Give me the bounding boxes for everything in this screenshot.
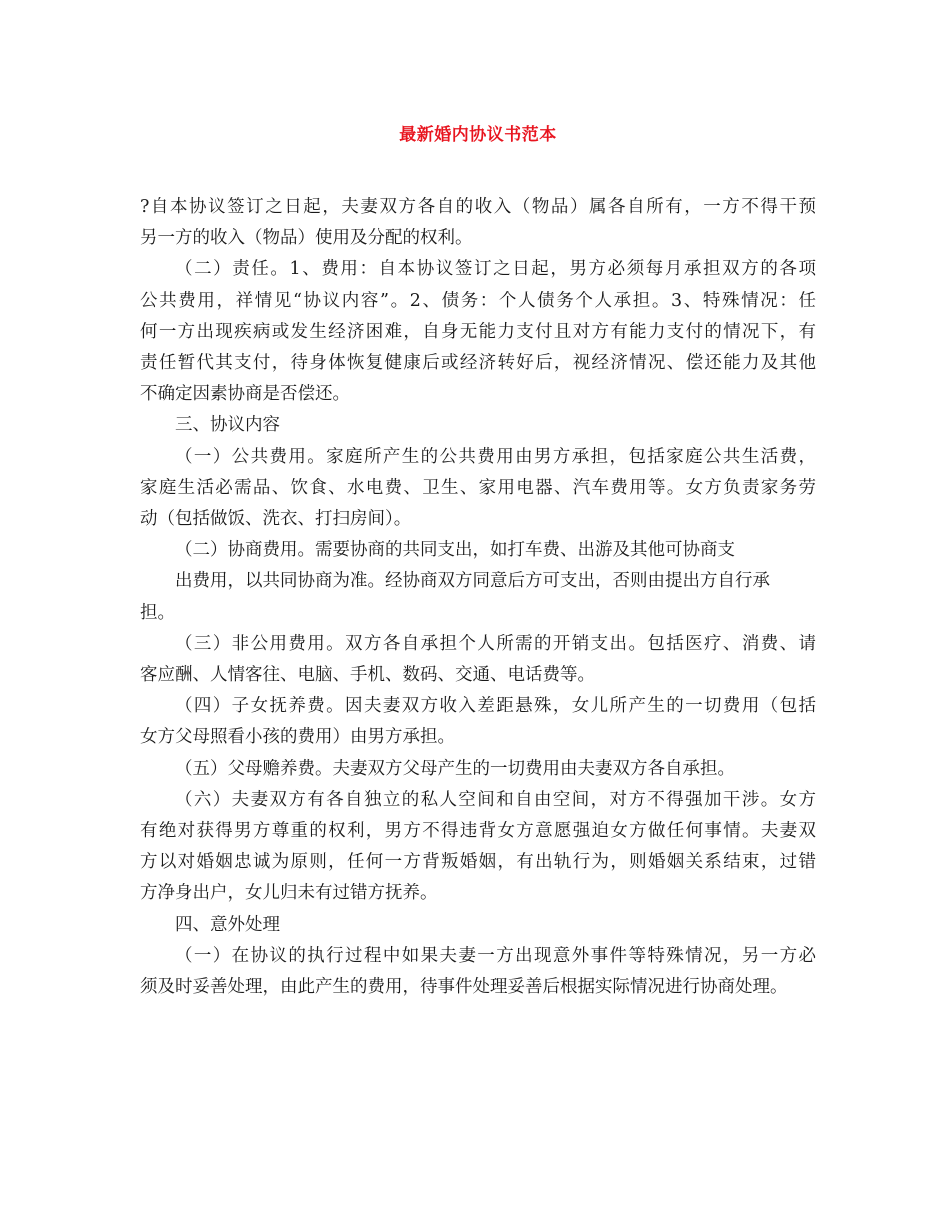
paragraph <box>140 629 816 691</box>
text-line: （六）夫妻双方有各自独立的私人空间和自由空间，对方不得强加干涉。女方 <box>175 789 816 810</box>
text-line: 须及时妥善处理，由此产生的费用，待事件处理妥善后根据实际情况进行协商处理。 <box>140 977 788 998</box>
text-line: 女方父母照看小孩的费用）由男方承担。 <box>140 727 455 748</box>
text-line: 三、协议内容 <box>175 415 280 436</box>
text-line: 担。 <box>140 602 175 623</box>
section-heading <box>140 910 816 941</box>
paragraph <box>140 192 816 254</box>
text-line: 客应酬、人情客往、电脑、手机、数码、交通、电话费等。 <box>140 665 595 686</box>
text-line: 四、意外处理 <box>175 914 280 935</box>
text-line: 出费用，以共同协商为准。经协商双方同意后方可支出，否则由提出方自行承 <box>175 571 770 592</box>
text-line: 责任暂代其支付，待身体恢复健康后或经济转好后，视经济情况、偿还能力及其他 <box>140 353 816 374</box>
text-line: （二）协商费用。需要协商的共同支出，如打车费、出游及其他可协商支 <box>175 540 735 561</box>
paragraph <box>140 535 816 566</box>
paragraph <box>140 754 816 785</box>
text-line: 方以对婚姻忠诚为原则，任何一方背叛婚姻，有出轨行为，则婚姻关系结束，过错 <box>140 852 816 873</box>
paragraph <box>140 598 816 629</box>
paragraph <box>140 785 816 910</box>
text-line: 公共费用，祥情见“协议内容”。2、债务：个人债务个人承担。3、特殊情况：任 <box>140 290 816 311</box>
text-line: （四）子女抚养费。因夫妻双方收入差距悬殊，女儿所产生的一切费用（包括 <box>175 696 816 717</box>
text-line: 不确定因素协商是否偿还。 <box>140 384 350 405</box>
text-line: （一）在协议的执行过程中如果夫妻一方出现意外事件等特殊情况，另一方必 <box>175 945 816 966</box>
text-line: （一）公共费用。家庭所产生的公共费用由男方承担，包括家庭公共生活费， <box>175 446 816 467</box>
paragraph <box>140 442 816 536</box>
document-body <box>140 192 816 1003</box>
paragraph <box>140 691 816 753</box>
paragraph <box>140 566 816 597</box>
text-line: 另一方的收入（物品）使用及分配的权利。 <box>140 228 473 249</box>
paragraph <box>140 941 816 1003</box>
text-line: 方净身出户，女儿归未有过错方抚养。 <box>140 883 438 904</box>
text-line: 动（包括做饭、洗衣、打扫房间）。 <box>140 509 412 530</box>
section-heading <box>140 410 816 441</box>
text-line: （三）非公用费用。双方各自承担个人所需的开销支出。包括医疗、消费、请 <box>175 633 816 654</box>
text-line: 何一方出现疾病或发生经济困难，自身无能力支付且对方有能力支付的情况下，有 <box>140 321 816 342</box>
paragraph <box>140 254 816 410</box>
text-line: （五）父母赡养费。夫妻双方父母产生的一切费用由夫妻双方各自承担。 <box>175 758 735 779</box>
text-line: （二）责任。1、费用：自本协议签订之日起，男方必须每月承担双方的各项 <box>175 259 816 280</box>
document-title: 最新婚内协议书范本 <box>399 125 557 145</box>
text-line: 有绝对获得男方尊重的权利，男方不得违背女方意愿强迫女方做任何事情。夫妻双 <box>140 821 816 842</box>
text-line: 家庭生活必需品、饮食、水电费、卫生、家用电器、汽车费用等。女方负责家务劳 <box>140 477 816 498</box>
text-line: ?自本协议签订之日起，夫妻双方各自的收入（物品）属各自所有，一方不得干预 <box>140 197 816 217</box>
